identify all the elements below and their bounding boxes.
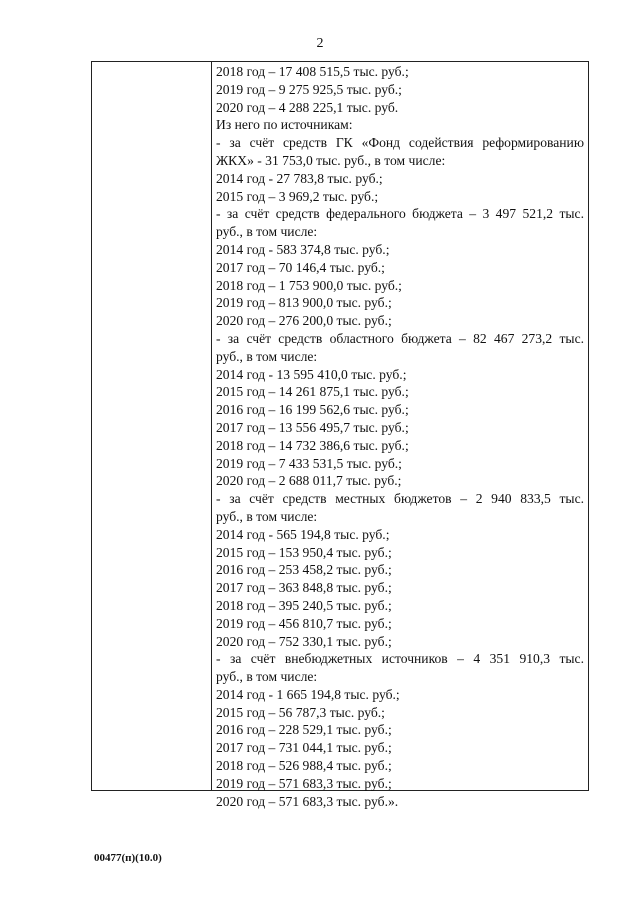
text-line: - за счёт средств местных бюджетов – 2 940 833,5 тыс.: [216, 491, 584, 507]
text-line: - за счёт средств федерального бюджета – 3 497 521,2 тыс.: [216, 206, 584, 222]
text-line: Из него по источникам:: [216, 117, 353, 133]
document-table: [91, 61, 589, 809]
text-line: 2020 год – 2 688 011,7 тыс. руб.;: [216, 473, 402, 489]
text-line: 2019 год – 813 900,0 тыс. руб.;: [216, 295, 392, 311]
text-line: 2019 год – 9 275 925,5 тыс. руб.;: [216, 81, 402, 97]
text-line: 2019 год – 571 683,3 тыс. руб.;: [216, 775, 392, 791]
text-line: 2017 год – 70 146,4 тыс. руб.;: [216, 259, 385, 275]
text-line: - за счёт внебюджетных источников – 4 351 910,3 тыс.: [216, 651, 584, 667]
text-line: 2017 год – 363 848,8 тыс. руб.;: [216, 580, 392, 596]
text-line: 2015 год – 3 969,2 тыс. руб.;: [216, 188, 379, 204]
text-line: 2016 год – 16 199 562,6 тыс. руб.;: [216, 402, 409, 418]
text-line: 2019 год – 456 810,7 тыс. руб.;: [216, 615, 392, 631]
footer-document-code: 00477(п)(10.0): [94, 852, 162, 864]
text-line: руб., в том числе:: [216, 669, 318, 685]
text-line: 2020 год – 752 330,1 тыс. руб.;: [216, 633, 392, 649]
text-line: 2019 год – 7 433 531,5 тыс. руб.;: [216, 455, 402, 471]
text-line: 2018 год – 395 240,5 тыс. руб.;: [216, 597, 392, 613]
text-line: - за счёт средств областного бюджета – 82 467 273,2 тыс.: [216, 330, 584, 346]
text-line: 2016 год – 228 529,1 тыс. руб.;: [216, 722, 392, 738]
text-line: 2014 год - 13 595 410,0 тыс. руб.;: [216, 366, 407, 382]
text-line: 2018 год – 526 988,4 тыс. руб.;: [216, 758, 392, 774]
text-line: 2020 год – 276 200,0 тыс. руб.;: [216, 313, 392, 329]
text-line: - за счёт средств ГК «Фонд содействия реформированию: [216, 135, 584, 151]
table-column-divider: [211, 62, 212, 790]
text-line: руб., в том числе:: [216, 224, 318, 240]
table-content-cell: [216, 63, 584, 810]
text-line: 2014 год - 1 665 194,8 тыс. руб.;: [216, 686, 400, 702]
text-line: 2015 год – 56 787,3 тыс. руб.;: [216, 704, 385, 720]
text-line: ЖКХ» - 31 753,0 тыс. руб., в том числе:: [216, 152, 446, 168]
page-number: 2: [316, 36, 324, 51]
text-line: 2017 год – 13 556 495,7 тыс. руб.;: [216, 419, 409, 435]
text-line: 2015 год – 153 950,4 тыс. руб.;: [216, 544, 392, 560]
text-line: 2015 год – 14 261 875,1 тыс. руб.;: [216, 384, 409, 400]
text-line: 2014 год - 565 194,8 тыс. руб.;: [216, 526, 390, 542]
text-line: руб., в том числе:: [216, 508, 318, 524]
text-line: 2018 год – 17 408 515,5 тыс. руб.;: [216, 64, 409, 79]
text-line: руб., в том числе:: [216, 348, 318, 364]
text-line: 2014 год - 27 783,8 тыс. руб.;: [216, 170, 383, 186]
text-line: 2014 год - 583 374,8 тыс. руб.;: [216, 241, 390, 257]
text-line: 2018 год – 14 732 386,6 тыс. руб.;: [216, 437, 409, 453]
text-line: 2018 год – 1 753 900,0 тыс. руб.;: [216, 277, 402, 293]
text-line: 2020 год – 4 288 225,1 тыс. руб.: [216, 99, 399, 115]
text-line: 2020 год – 571 683,3 тыс. руб.».: [216, 793, 399, 809]
text-line: 2016 год – 253 458,2 тыс. руб.;: [216, 562, 392, 578]
text-line: 2017 год – 731 044,1 тыс. руб.;: [216, 740, 392, 756]
